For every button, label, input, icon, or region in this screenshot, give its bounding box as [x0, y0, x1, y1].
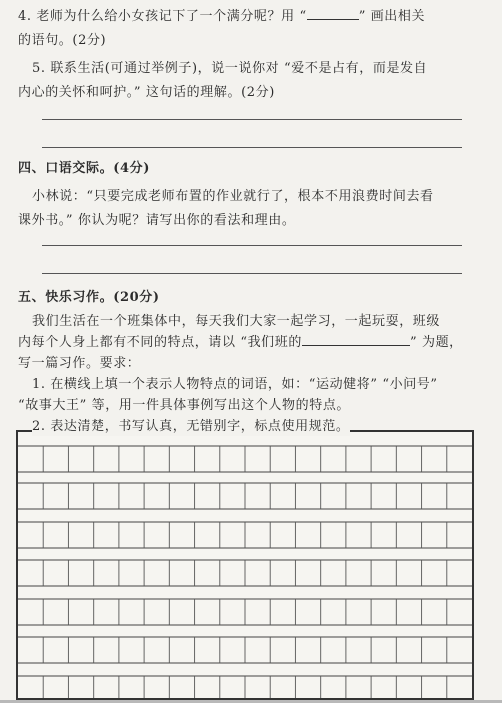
section5-title-blank[interactable]	[302, 345, 410, 346]
q4-text-b: ” 画出相关	[358, 9, 426, 24]
section4-title: 四、口语交际。(4分)	[18, 161, 150, 176]
q4-underline-sample	[307, 19, 359, 20]
section5-line3: 写一篇习作。要求：	[18, 356, 141, 371]
writing-grid[interactable]	[16, 430, 474, 700]
q4-line1	[18, 8, 425, 26]
q4-text-a: 4. 老师为什么给小女孩记下了一个满分呢？用 “	[18, 9, 307, 24]
section5-line2-text-a: 内每个人身上都有不同的特点，请以 “我们班的	[18, 335, 302, 350]
section4-line2: 课外书。” 你认为呢？请写出你的看法和理由。	[18, 213, 296, 228]
section5-requirement-1a: 1. 在横线上填一个表示人物特点的词语，如：“运动健将” “小问号”	[32, 377, 438, 392]
section5-line2	[18, 334, 463, 352]
q5-line1: 5. 联系生活(可通过举例子)，说一说你对 “爱不是占有，而是发自	[32, 61, 428, 76]
section5-requirement-2: 2. 表达清楚，书写认真，无错别字，标点使用规范。	[32, 419, 350, 434]
section5-title: 五、快乐习作。(20分)	[18, 290, 160, 305]
section4-answer-line-2[interactable]	[42, 273, 462, 274]
section5-line1: 我们生活在一个班集体中，每天我们大家一起学习，一起玩耍，班级	[32, 314, 441, 329]
q5-line2: 内心的关怀和呵护。” 这句话的理解。(2分)	[18, 85, 275, 100]
q4-line2: 的语句。(2分)	[18, 33, 107, 48]
section4-answer-line-1[interactable]	[42, 245, 462, 246]
q5-answer-line-1[interactable]	[42, 119, 462, 120]
q5-answer-line-2[interactable]	[42, 147, 462, 148]
section4-line1: 小林说：“只要完成老师布置的作业就行了，根本不用浪费时间去看	[32, 189, 434, 204]
section5-requirement-1b: “故事大王” 等，用一件具体事例写出这个人物的特点。	[18, 398, 351, 413]
writing-grid-lines	[18, 432, 472, 698]
section5-line2-text-b: ” 为题，	[409, 335, 463, 350]
